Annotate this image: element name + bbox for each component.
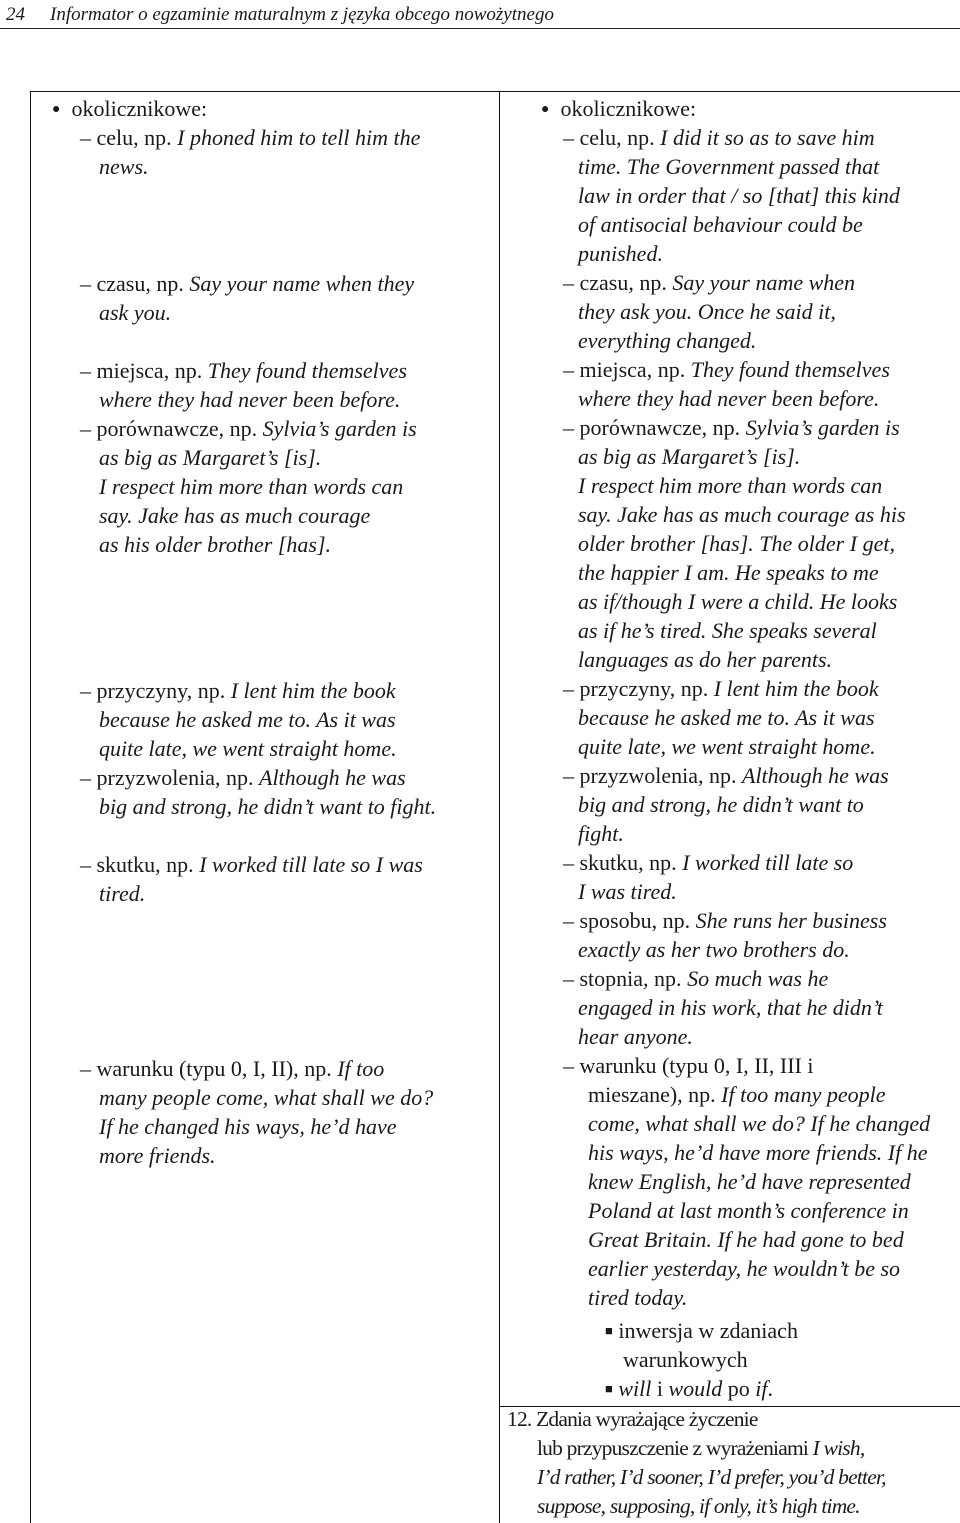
right-line — [563, 268, 855, 297]
right-line-example: because he asked me to. As it was — [578, 705, 875, 730]
left-line-label: – czasu, np. — [80, 271, 190, 296]
section-12-line4: suppose, supposing, if only, it’s high time. — [537, 1494, 860, 1518]
right-line — [578, 819, 624, 848]
right-line — [588, 1283, 687, 1312]
left-line — [99, 792, 436, 821]
left-line-example: If too — [337, 1056, 385, 1081]
right-line-label: – miejsca, np. — [563, 357, 691, 382]
right-line-example: they ask you. Once he said it, — [578, 299, 836, 324]
right-line — [578, 384, 879, 413]
left-line-example: ask you. — [99, 300, 172, 325]
bullet-icon: ● — [52, 102, 61, 117]
right-line-label: – skutku, np. — [563, 850, 683, 875]
right-heading: ● okolicznikowe: — [541, 96, 697, 121]
left-line-label: – warunku (typu 0, I, II), np. — [80, 1056, 338, 1081]
right-line — [588, 1080, 886, 1109]
right-line — [588, 1138, 928, 1167]
left-line — [80, 414, 417, 443]
right-line — [563, 906, 887, 935]
left-line-example: Although he was — [259, 765, 406, 790]
right-line-example: older brother [has]. The older I get, — [578, 531, 895, 556]
right-line — [578, 181, 900, 210]
right-line — [563, 123, 875, 152]
left-line — [99, 152, 149, 181]
right-line — [578, 152, 879, 181]
subitem-inversion: ■ inwersja w zdaniach — [605, 1318, 798, 1343]
right-line-example: languages as do her parents. — [578, 647, 833, 672]
right-line-example: law in order that / so [that] this kind — [578, 183, 900, 208]
left-line — [99, 1141, 216, 1170]
right-line — [563, 964, 828, 993]
right-line-example: If too many people — [721, 1082, 886, 1107]
right-line-example: say. Jake has as much courage as his — [578, 502, 906, 527]
page-header — [0, 0, 960, 30]
right-line — [578, 732, 876, 761]
right-line-example: hear anyone. — [578, 1024, 693, 1049]
left-line — [99, 443, 321, 472]
left-line-example: I phoned him to tell him the — [177, 125, 421, 150]
right-line — [563, 848, 853, 877]
page-number: 24 — [6, 4, 25, 25]
right-line-example: Poland at last month’s conference in — [588, 1198, 909, 1223]
right-line — [578, 645, 832, 674]
right-line-label: mieszane), np. — [588, 1082, 722, 1107]
right-line — [588, 1196, 909, 1225]
right-line-label: – celu, np. — [563, 125, 661, 150]
bullet-icon: ● — [541, 102, 550, 117]
right-line-example: I worked till late so — [682, 850, 854, 875]
left-line — [99, 1112, 397, 1141]
header-rule — [0, 28, 960, 29]
right-line-label: – przyczyny, np. — [563, 676, 714, 701]
right-line-example: Sylvia’s garden is — [745, 415, 900, 440]
left-line — [80, 1054, 384, 1083]
right-line — [588, 1109, 930, 1138]
right-line — [578, 326, 756, 355]
left-line — [99, 879, 145, 908]
left-line — [99, 734, 397, 763]
right-line-label: – porównawcze, np. — [563, 415, 746, 440]
left-line-example: as his older brother [has]. — [99, 532, 332, 557]
left-line-example: Sylvia’s garden is — [262, 416, 417, 441]
right-line — [578, 587, 897, 616]
right-line-label: – przyzwolenia, np. — [563, 763, 742, 788]
square-bullet-icon: ■ — [605, 1381, 613, 1396]
right-line-example: So much was he — [687, 966, 829, 991]
right-line-example: Great Britain. If he had gone to bed — [588, 1227, 904, 1252]
left-line-label: – przyzwolenia, np. — [80, 765, 259, 790]
right-line-example: fight. — [578, 821, 624, 846]
right-line — [578, 529, 895, 558]
right-line-example: tired today. — [588, 1285, 688, 1310]
right-line-label: – warunku (typu 0, I, II, III i — [563, 1053, 814, 1078]
left-line-example: They found themselves — [207, 358, 407, 383]
right-line-example: as if he’s tired. She speaks several — [578, 618, 877, 643]
right-line-example: big and strong, he didn’t want to — [578, 792, 864, 817]
left-line-example: I lent him the book — [230, 678, 396, 703]
right-line — [578, 616, 877, 645]
right-line-example: exactly as her two brothers do. — [578, 937, 850, 962]
right-line — [578, 1022, 693, 1051]
left-line-label: – celu, np. — [80, 125, 178, 150]
subitem-inversion-cont: warunkowych — [623, 1347, 748, 1372]
right-line — [588, 1254, 900, 1283]
left-line-label: – porównawcze, np. — [80, 416, 263, 441]
left-line — [99, 472, 403, 501]
right-line — [563, 674, 879, 703]
right-line-example: as if/though I were a child. He looks — [578, 589, 898, 614]
left-line-label: – miejsca, np. — [80, 358, 208, 383]
right-line-example: his ways, he’d have more friends. If he — [588, 1140, 928, 1165]
left-line-example: I respect him more than words can — [99, 474, 404, 499]
right-line-example: Say your name when — [672, 270, 856, 295]
left-line — [80, 763, 406, 792]
left-line — [80, 269, 414, 298]
left-line-example: say. Jake has as much courage — [99, 503, 371, 528]
left-line — [99, 385, 400, 414]
left-line-example: news. — [99, 154, 149, 179]
left-line-example: tired. — [99, 881, 146, 906]
left-line — [99, 1083, 433, 1112]
left-line — [80, 123, 420, 152]
right-line-example: Although he was — [742, 763, 889, 788]
right-line — [578, 239, 663, 268]
right-line-example: I was tired. — [578, 879, 677, 904]
left-line-example: quite late, we went straight home. — [99, 736, 397, 761]
left-line — [80, 850, 423, 879]
right-line — [588, 1167, 911, 1196]
right-line-example: She runs her business — [695, 908, 887, 933]
right-line-example: I respect him more than words can — [578, 473, 883, 498]
right-line-example: quite late, we went straight home. — [578, 734, 876, 759]
right-line — [578, 442, 800, 471]
section-12-line1: 12. Zdania wyrażające życzenie — [507, 1407, 758, 1431]
right-line-example: engaged in his work, that he didn’t — [578, 995, 883, 1020]
right-line — [563, 1051, 814, 1080]
left-line-example: more friends. — [99, 1143, 216, 1168]
right-line-label: – stopnia, np. — [563, 966, 688, 991]
right-line-label: – czasu, np. — [563, 270, 673, 295]
page-title: Informator o egzaminie maturalnym z języka obcego nowożytnego — [50, 4, 554, 25]
right-line — [588, 1225, 904, 1254]
right-line-example: of antisocial behaviour could be — [578, 212, 863, 237]
right-line — [578, 790, 864, 819]
left-line — [99, 530, 331, 559]
left-line-label: – przyczyny, np. — [80, 678, 231, 703]
subitem-will-would: ■ will i would po if. — [605, 1376, 774, 1401]
left-line-example: big and strong, he didn’t want to fight. — [99, 794, 437, 819]
section-12-line2: lub przypuszczenie z wyrażeniami I wish, — [537, 1436, 865, 1460]
left-line — [99, 501, 370, 530]
right-line — [563, 413, 900, 442]
right-line-example: where they had never been before. — [578, 386, 880, 411]
right-line-example: the happier I am. He speaks to me — [578, 560, 879, 585]
right-line — [578, 935, 850, 964]
left-line-label: – skutku, np. — [80, 852, 200, 877]
left-line-example: as big as Margaret’s [is]. — [99, 445, 322, 470]
right-line-example: come, what shall we do? If he changed — [588, 1111, 931, 1136]
left-line-example: where they had never been before. — [99, 387, 401, 412]
right-line — [578, 558, 879, 587]
right-line — [578, 703, 875, 732]
right-line-example: punished. — [578, 241, 663, 266]
left-line — [80, 356, 407, 385]
left-line-example: because he asked me to. As it was — [99, 707, 396, 732]
right-line-example: earlier yesterday, he wouldn’t be so — [588, 1256, 901, 1281]
left-heading: ● okolicznikowe: — [52, 96, 208, 121]
left-line-example: many people come, what shall we do? — [99, 1085, 434, 1110]
right-line-example: I lent him the book — [713, 676, 879, 701]
right-line — [578, 993, 883, 1022]
left-line — [80, 676, 396, 705]
right-line — [578, 297, 836, 326]
right-line — [578, 471, 882, 500]
right-line — [563, 761, 889, 790]
left-line-example: Say your name when they — [189, 271, 415, 296]
square-bullet-icon: ■ — [605, 1323, 613, 1338]
right-line — [578, 210, 863, 239]
left-line-example: I worked till late so I was — [199, 852, 423, 877]
right-line — [578, 500, 906, 529]
left-line-example: If he changed his ways, he’d have — [99, 1114, 397, 1139]
right-line-example: knew English, he’d have represented — [588, 1169, 911, 1194]
section-12-line3: I’d rather, I’d sooner, I’d prefer, you’d better, — [537, 1465, 886, 1489]
right-line — [578, 877, 677, 906]
right-line-example: everything changed. — [578, 328, 757, 353]
right-line-example: as big as Margaret’s [is]. — [578, 444, 801, 469]
left-line — [99, 298, 171, 327]
right-line-example: I did it so as to save him — [660, 125, 875, 150]
right-line-example: They found themselves — [690, 357, 890, 382]
right-line-label: – sposobu, np. — [563, 908, 696, 933]
right-line-example: time. The Government passed that — [578, 154, 880, 179]
right-line — [563, 355, 890, 384]
left-line — [99, 705, 396, 734]
